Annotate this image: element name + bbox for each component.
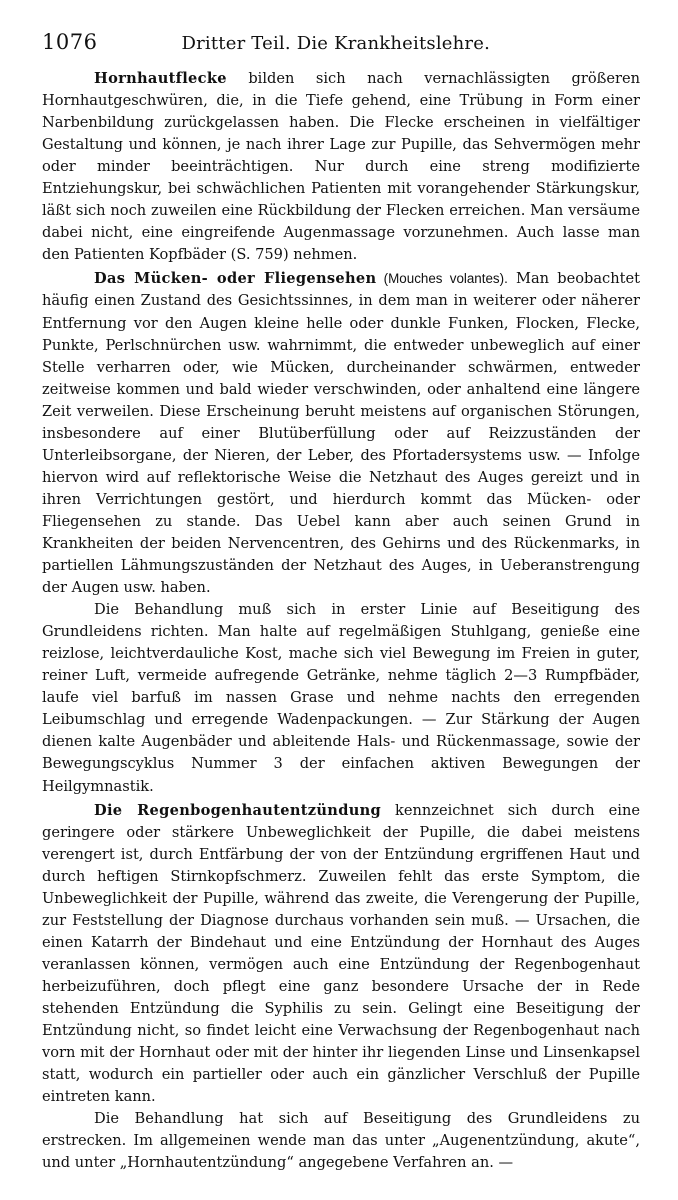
section-heading-hornhautflecke: Hornhautflecke	[94, 70, 227, 87]
paragraph-text: kennzeichnet sich durch eine geringere oder stärkere Unbeweglichkeit der Pupille, die dabei meistens verengert ist, durch Entfärbung der von der Entzündung ergriffenen Haut und durch heftigen Stirnkopfschmerz. Zuweilen fehlt das erste Symptom, die Unbeweglichkeit der Pupille, während das zweite, die Verengerung der Pupille, zur Feststellung der Diagnose durchaus vorhanden sein muß. — Ursachen, die einen Katarrh der Bindehaut und eine Entzündung der Hornhaut des Auges veranlassen können, vermögen auch eine Entzündung der Regenbogenhaut herbeizuführen, doch pflegt eine ganz besondere Ursache der in Rede stehenden Entzündung die Syphilis zu sein. Gelingt eine Beseitigung der Entzündung nicht, so findet leicht eine Verwachsung der Regenbogenhaut nach vorn mit der Hornhaut oder mit der hinter ihr liegenden Linse und Linsenkapsel statt, wodurch ein partieller oder auch ein gänzlicher Verschluß der Pupille eintreten kann.	[42, 801, 640, 1106]
paragraph-text: Man beobachtet häufig einen Zustand des Gesichtssinnes, in dem man in weiterer oder näherer Entfernung vor den Augen kleine helle oder dunkle Funken, Flocken, Flecke, Punkte, Perlschnürchen usw. wahrnimmt, die entweder unbeweglich auf einer Stelle verharren oder, wie Mücken, durcheinander schwärmen, entweder zeitweise kommen und bald wieder verschwinden, oder anhaltend eine längere Zeit verweilen. Diese Erscheinung beruht meistens auf organischen Störungen, insbesondere auf einer Blutüberfüllung oder auf Reizzuständen der Unterleibsorgane, der Nieren, der Leber, des Pfortadersystems usw. — Infolge hiervon wird auf reflektorische Weise die Netzhaut des Auges gereizt und in ihren Verrichtungen gestört, und hierdurch kommt das Mücken- oder Fliegensehen zu stande. Das Uebel kann aber auch seinen Grund in Krankheiten der beiden Nervencentren, des Gehirns und des Rückenmarks, in partiellen Lähmungszuständen der Netzhaut des Auges, in Ueberanstrengung der Augen usw. haben.	[42, 270, 640, 597]
paragraph-text: bilden sich nach vernachlässigten größeren Hornhautgeschwüren, die, in die Tiefe gehend, eine Trübung in Form einer Narbenbildung zurückgelassen haben. Die Flecke erscheinen in vielfältiger Gestaltung und können, je nach ihrer Lage zur Pupille, das Sehvermögen mehr oder minder beeinträchtigen. Nur durch eine streng modifizierte Entziehungskur, bei schwächlichen Patienten mit vorangehender Stärkungskur, läßt sich noch zuweilen eine Rückbildung der Flecken erreichen. Man versäume dabei nicht, eine eingreifende Augenmassage vorzunehmen. Auch lasse man den Patienten Kopfbäder (S. 759) nehmen.	[42, 70, 640, 264]
paragraph-behandlung-regenbogenhaut	[42, 1108, 640, 1174]
section-heading-regenbogenhautentzuendung: Die Regenbogenhautentzündung	[94, 801, 382, 819]
page-number: 1076	[42, 30, 98, 54]
section-heading-mueckensehen: Das Mücken- oder Fliegensehen	[94, 270, 377, 288]
running-title: Dritter Teil. Die Krankheitslehre.	[181, 33, 491, 54]
page-header	[42, 30, 640, 58]
latin-term: (Mouches volantes).	[376, 271, 508, 287]
paragraph-hornhautflecke	[42, 68, 640, 266]
paragraph-behandlung-mueckensehen	[42, 599, 640, 797]
paragraph-regenbogenhautentzuendung	[42, 800, 640, 1109]
book-page	[42, 30, 640, 1174]
paragraph-text: Die Behandlung muß sich in erster Linie auf Beseitigung des Grundleidens richten. Man halte auf regelmäßigen Stuhlgang, genieße eine reizlose, leichtverdauliche Kost, mache sich viel Bewegung im Freien in guter, reiner Luft, vermeide aufregende Getränke, nehme täglich 2—3 Rumpfbäder, laufe viel barfuß im nassen Grase und nehme nachts den erregenden Leibumschlag und erregende Wadenpackungen. — Zur Stärkung der Augen dienen kalte Augenbäder und ableitende Hals- und Rückenmassage, sowie der Bewegungscyklus Nummer 3 der einfachen aktiven Bewegungen der Heilgymnastik.	[42, 601, 640, 795]
paragraph-mueckensehen	[42, 268, 640, 599]
paragraph-text: Die Behandlung hat sich auf Beseitigung des Grundleidens zu erstrecken. Im allgemeinen wende man das unter „Augenentzündung, akute“, und unter „Hornhautentzündung“ angegebene Verfahren an. —	[42, 1110, 640, 1172]
